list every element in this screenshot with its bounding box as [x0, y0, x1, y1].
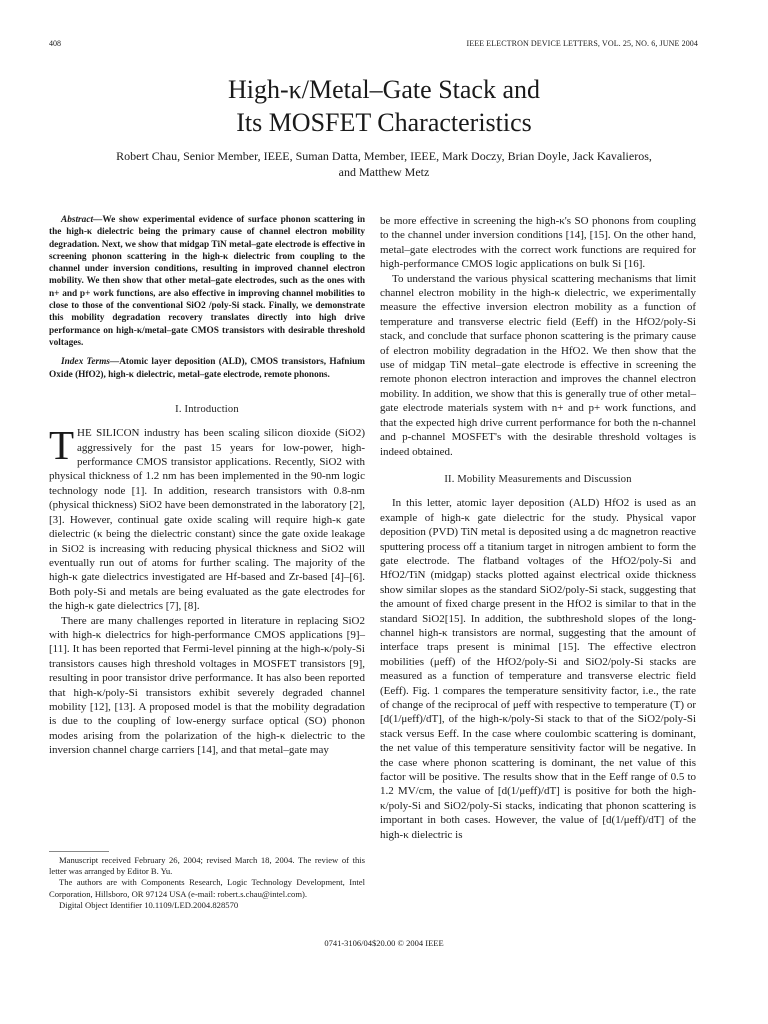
abstract-text: We show experimental evidence of surface phonon scattering in the high-κ dielectric being the primary cause of channel electron mobility degradation. Next, we show that midgap TiN metal–gate electrode is effective in screening phonon scattering in the high-κ dielectric from coupling to the channel under inversion conditions, resulting in improved channel electron mobility. We then show that other metal–gate electrodes, such as the ones with n+ and p+ work functions, are also effective in improving channel mobilities to close to those of the conventional SiO2 /poly-Si stack. Finally, we demonstrate this mobility degradation recovery translates directly into high drive performance on high-κ/metal–gate CMOS transistors with desirable threshold voltages.	[49, 215, 365, 348]
authors-line-1: Robert Chau, Senior Member, IEEE, Suman Datta, Member, IEEE, Mark Doczy, Brian Doyle, Jack Kavalieros,	[116, 149, 652, 163]
index-terms-label: Index Terms—	[61, 357, 120, 368]
intro-paragraph-3: be more effective in screening the high-κ's SO phonons from coupling to the channel under inversion conditions [14], [15]. On the other hand, metal–gate electrodes with the correct work functions are required for high-performance CMOS logic applications on bulk Si [16].	[380, 215, 696, 271]
index-terms-text: Atomic layer deposition (ALD), CMOS transistors, Hafnium Oxide (HfO2), high-κ dielectric, metal–gate electrode, remote phonons.	[49, 357, 365, 380]
section-heading-introduction: I. Introduction	[175, 403, 239, 415]
authors-line-2: and Matthew Metz	[338, 165, 430, 179]
index-terms	[49, 356, 365, 381]
intro-paragraph-1	[49, 422, 365, 613]
abstract-label: Abstract—	[61, 215, 103, 225]
footnote-doi: Digital Object Identifier 10.1109/LED.2004.828570	[59, 899, 239, 910]
footnotes	[49, 855, 365, 911]
running-header: IEEE ELECTRON DEVICE LETTERS, VOL. 25, NO. 6, JUNE 2004	[466, 39, 698, 48]
footnote-divider	[49, 851, 109, 852]
left-column	[49, 214, 365, 758]
footnote-manuscript: Manuscript received February 26, 2004; revised March 18, 2004. The review of this letter was arranged by Editor B. Yu.	[49, 855, 365, 877]
page-number: 408	[49, 39, 61, 48]
paper-title	[0, 73, 768, 139]
footnote-authors: The authors are with Components Research, Logic Technology Development, Intel Corporation, Hillsboro, OR 97124 USA (e-mail: robert.s.chau@intel.com).	[49, 877, 365, 899]
author-list	[40, 148, 728, 180]
section-heading-mobility: II. Mobility Measurements and Discussion	[444, 473, 632, 485]
title-line-1: High-κ/Metal–Gate Stack and	[227, 75, 540, 104]
drop-cap: T	[49, 422, 75, 469]
intro-paragraph-4: To understand the various physical scattering mechanisms that limit channel electron mobility in the high-κ dielectric, we experimentally measure the effective inversion electron mobility as a function of temperature and transverse electric field (Eeff) in the HfO2/poly-Si stack, and conclude that surface phonon scattering is the primary cause of electron mobility degradation in the HfO2. We then show that the use of midgap TiN metal–gate electrode is effective in screening the remote phonon electron interaction and improves the channel electron mobility. In addition, we show that this is generally true of other metal–gate electrode materials system with n+ and p+ work functions, and that the expected high drive current performance for both the n-channel and p-channel MOSFET's with the desirable threshold voltages is indeed obtained.	[380, 272, 696, 458]
abstract	[49, 214, 365, 349]
copyright-footer: 0741-3106/04$20.00 © 2004 IEEE	[324, 938, 444, 948]
intro-paragraph-2: There are many challenges reported in literature in replacing SiO2 with high-κ dielectrics for high-performance CMOS applications [9]–[11]. It has been reported that Fermi-level pinning at the high-κ/poly-Si transistors causes high threshold voltages in MOSFET transistors [9], resulting in poor transistor drive performance. It has also been reported that high-κ/poly-Si transistors exhibit severely degraded channel mobility [12], [13]. A proposed model is that the mobility degradation is due to the coupling of low-energy surface optical (SO) phonon modes arising from the polarization of the high-κ dielectric to the inversion channel charge carriers [14], and that metal–gate may	[49, 614, 365, 757]
intro-paragraph-1-text: HE SILICON industry has been scaling silicon dioxide (SiO2) aggressively for the past 15 years for low-power, high-performance CMOS transistor applications. Recently, SiO2 with physical thickness of 1.2 nm has been implemented in the 90-nm logic technology node [1]. In addition, research transistors with 0.8-nm (physical thickness) SiO2 have been demonstrated in the laboratory [2], [3]. However, continual gate oxide scaling will require high-κ gate dielectric (κ being the dielectric constant) since the gate oxide leakage in SiO2 is increasing with reducing physical thickness and SiO2 will eventually run out of atoms for further scaling. The majority of the high-κ gate dielectrics investigated are Hf-based and Zr-based [4]–[6]. Both poly-Si and metals are being evaluated as the gate electrodes for the high-κ gate dielectrics [7], [8].	[49, 427, 365, 613]
title-line-2: Its MOSFET Characteristics	[236, 108, 532, 137]
mobility-paragraph-1: In this letter, atomic layer deposition (ALD) HfO2 is used as an example of high-κ gate dielectric for the study. Physical vapor deposition (PVD) TiN metal is deposited using a dc magnetron reactive sputtering process off a titanium target in nitrogen ambient to form the gate electrode. The flatband voltages of the HfO2/poly-Si and HfO2/TiN (midgap) stacks plotted against electrical oxide thickness show similar slopes as the standard SiO2/poly-Si stack, suggesting that the amount of fixed charge present in the HfO2 is similar to that in the standard SiO2[15]. In addition, the subthreshold slopes of the long-channel high-κ transistors are normal, suggesting that the amount of interface traps present is minimal [15]. The effective electron mobilities (μeff) of the HfO2/poly-Si and SiO2/poly-Si stacks are measured as a function of temperature and transverse electric field (Eeff). Fig. 1 compares the temperature sensitivity factor, i.e., the rate of change of the reciprocal of μeff with respective to temperature (T) or [d(1/μeff)/dT], of the high-κ/poly-Si stack to that of the SiO2/poly-Si stack versus Eeff. In the case where coulombic scattering is dominant, the net value of this temperature sensitivity factor will be negative. In the case where phonon scattering is dominant, the net value of this factor will be positive. The results show that in the Eeff range of 0.5 to 1.2 MV/cm, the value of [d(1/μeff)/dT] is positive for both the high-κ/poly-Si and SiO2/poly-Si stacks, indicating that phonon scattering is important in both cases. However, the value of [d(1/μeff)/dT] of the high-κ dielectric is	[380, 497, 696, 841]
right-column	[380, 214, 696, 842]
